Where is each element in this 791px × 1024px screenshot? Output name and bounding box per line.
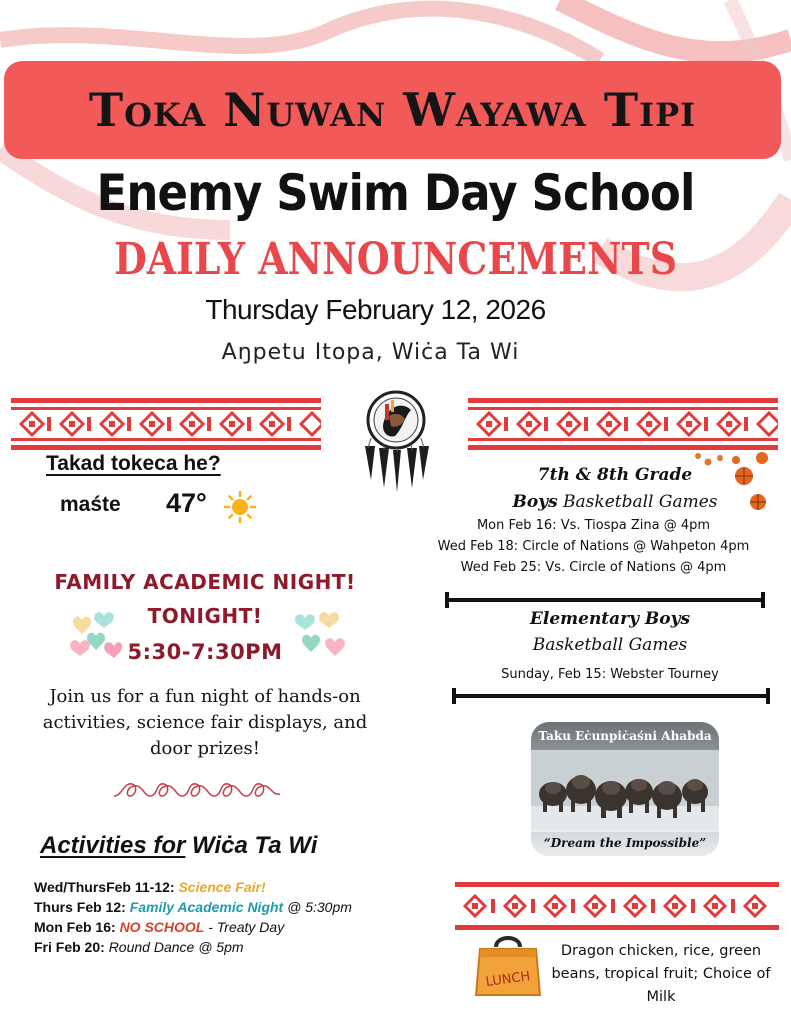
basketball-icon (692, 450, 772, 522)
weather-question: Takad tokeca he? (46, 452, 221, 475)
elementary-basketball-title: Elementary Boys Basketball Games (529, 609, 691, 655)
section-divider (452, 694, 770, 698)
weather-condition: maśte (60, 493, 121, 516)
quote-card-title: Taku Eċunpiċaśni Ahabda (531, 722, 719, 750)
pattern-bar-right (468, 398, 778, 450)
pattern-bar-lunch (455, 882, 779, 930)
boys-basketball-schedule (406, 515, 781, 578)
game-item: Wed Feb 18: Circle of Nations @ Wahpeton 4pm (437, 539, 750, 554)
game-item: Wed Feb 25: Vs. Circle of Nations @ 4pm (460, 560, 727, 575)
heart-line-icon (112, 774, 282, 804)
candy-hearts-icon (64, 606, 124, 662)
activity-item: Wed/ThursFeb 11-12: Science Fair! (34, 879, 266, 895)
announcements-title: DAILY ANNOUNCEMENTS (113, 234, 678, 285)
family-night-title: FAMILY ACADEMIC NIGHT! (54, 570, 356, 594)
quote-card-quote: “Dream the Impossible” (531, 830, 719, 856)
lunch-menu: Dragon chicken, rice, green beans, tropical fruit; Choice of Milk (551, 943, 771, 1005)
section-divider (445, 598, 765, 602)
candy-hearts-icon (291, 606, 351, 662)
activities-list (34, 877, 414, 957)
weather-temperature: 47° (166, 488, 207, 518)
activities-title (40, 832, 317, 860)
quote-card (531, 722, 719, 856)
activity-event: Science Fair! (178, 879, 266, 895)
banner-title: Toka Nuwan Wayawa Tipi (88, 83, 697, 137)
family-night-time: 5:30-7:30PM (127, 640, 283, 664)
activity-item: Thurs Feb 12: Family Academic Night @ 5:30pm (34, 899, 352, 915)
lakota-date: Aŋpetu Itopa, Wiċa Ta Wi (221, 340, 520, 365)
activity-item: Fri Feb 20: Round Dance @ 5pm (34, 939, 244, 955)
activities-title-prefix: Activities for (40, 832, 186, 859)
activity-event: NO SCHOOL (119, 919, 205, 935)
elementary-game-item: Sunday, Feb 15: Webster Tourney (501, 667, 719, 682)
family-night-tonight: TONIGHT! (147, 604, 263, 628)
activity-event: Family Academic Night (129, 899, 284, 915)
header-banner (4, 61, 781, 159)
boys-basketball-title: 7th & 8th Grade Boys Basketball Games (512, 465, 718, 512)
game-item: Mon Feb 16: Vs. Tiospa Zina @ 4pm (476, 518, 711, 533)
activities-title-suffix: Wiċa Ta Wi (185, 832, 318, 859)
date-line: Thursday February 12, 2026 (205, 294, 546, 325)
activity-event: Round Dance @ 5pm (108, 939, 244, 955)
sun-icon (223, 490, 257, 524)
pattern-bar-left (11, 398, 321, 450)
bison-herd-image (531, 750, 719, 832)
family-night-description: Join us for a fun night of hands-on activities, science fair displays, and door prizes! (42, 686, 368, 759)
lunch-bag-label: LUNCH (484, 968, 532, 991)
dreamcatcher-emblem-icon (355, 386, 437, 494)
lunch-bag-icon (472, 933, 544, 1001)
school-name: Enemy Swim Day School (96, 164, 695, 222)
activity-item: Mon Feb 16: NO SCHOOL - Treaty Day (34, 919, 285, 935)
